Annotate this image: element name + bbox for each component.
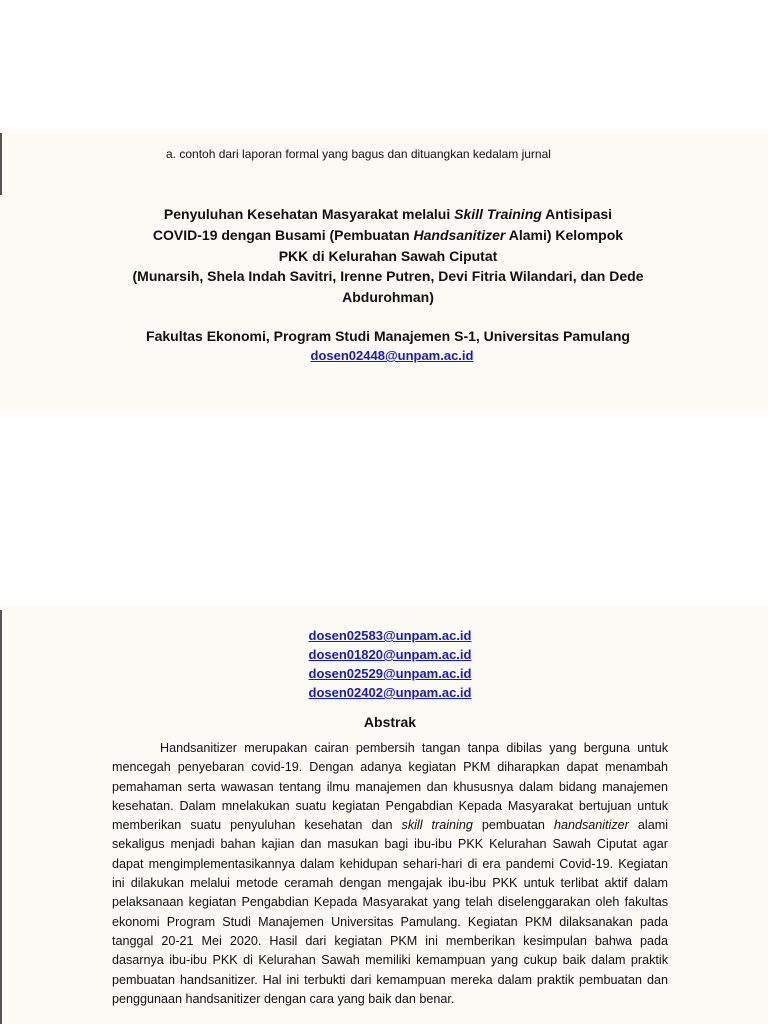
paper-title	[110, 204, 666, 267]
email-link[interactable]: dosen01820@unpam.ac.id	[308, 647, 472, 662]
abstract-text: Handsanitizer merupakan cairan pembersih tangan tanpa dibilas yang berguna untuk mencegah penyebaran covid-19. Dengan adanya kegiatan PKM diharapkan dapat menambah pemahaman serta wawasan tentang ilmu manajemen dan khususnya dalam bidang manajemen kesehatan. Dalam mnelakukan suatu kegiatan Pengabdian Kepada Masyarakat bertujuan untuk memberikan suatu penyuluhan kesehatan dan	[112, 741, 668, 833]
title-text: Antisipasi	[541, 206, 613, 222]
email-link[interactable]: dosen02529@unpam.ac.id	[308, 666, 472, 681]
abstract-italic: skill training	[401, 818, 473, 833]
author-list: (Munarsih, Shela Indah Savitri, Irenne Putren, Devi Fitria Wilandari, dan Dede Abdurohman)	[132, 268, 644, 305]
title-italic: Handsanitizer	[413, 227, 506, 243]
caption: a. contoh dari laporan formal yang bagus dan dituangkan kedalam jurnal	[166, 147, 551, 161]
title-text: COVID-19 dengan Busami (Pembuatan	[152, 227, 414, 243]
page-edge-shadow	[0, 133, 2, 195]
abstract-text: pembuatan	[472, 818, 554, 833]
email-link[interactable]: dosen02402@unpam.ac.id	[308, 685, 472, 700]
email-link[interactable]: dosen02583@unpam.ac.id	[308, 628, 472, 643]
title-italic: Skill Training	[454, 206, 542, 222]
email-link[interactable]: dosen02448@unpam.ac.id	[310, 348, 474, 363]
title-text: PKK di Kelurahan Sawah Ciputat	[278, 248, 498, 264]
abstract-heading: Abstrak	[363, 714, 417, 730]
affiliation: Fakultas Ekonomi, Program Studi Manajemen S-1, Universitas Pamulang	[146, 328, 630, 344]
abstract-text: alami sekaligus menjadi bahan kajian dan masukan bagi ibu-ibu PKK Kelurahan Sawah Ciputat agar dapat mengimplementasikannya dalam kehidupan sehari-hari di era pandemi Covid-19. Kegiatan ini dilakukan melalui metode ceramah dengan mengajak ibu-ibu PKK untuk terlibat aktif dalam pelaksanaan kegiatan Pengabdian Kepada Masyarakat yang telah diselenggarakan oleh fakultas ekonomi Program Studi Manajemen Universitas Pamulang. Kegiatan PKM dilaksanakan pada tanggal 20-21 Mei 2020. Hasil dari kegiatan PKM ini memberikan kesimpulan bahwa pada dasarnya ibu-ibu PKK di Kelurahan Sawah memiliki kemampuan yang cukup baik dalam praktik pembuatan handsanitizer. Hal ini terbukti dari kemampuan mereka dalam praktik pembuatan dan penggunaan handsanitizer dengan cara yang baik dan benar.	[112, 818, 668, 1006]
abstract-italic: handsanitizer	[553, 818, 629, 833]
email-list	[0, 626, 768, 702]
title-text: Penyuluhan Kesehatan Masyarakat melalui	[163, 206, 455, 222]
title-text: Alami) Kelompok	[505, 227, 624, 243]
abstract-body	[112, 739, 668, 1009]
